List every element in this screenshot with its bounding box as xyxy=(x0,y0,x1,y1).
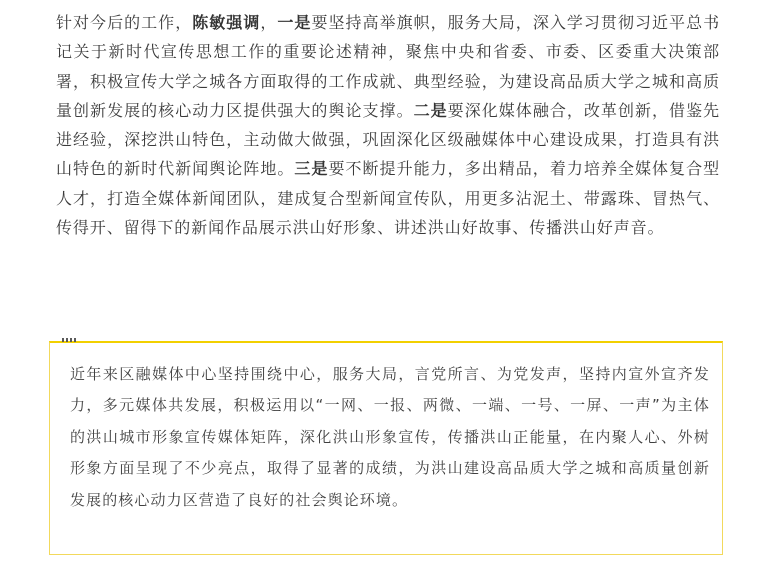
point-1-label: 一是 xyxy=(277,13,312,32)
quote-mark-icon xyxy=(62,338,80,344)
speaker-emphasis: 陈敏强调 xyxy=(192,13,261,32)
point-3-text: 要不断提升能力，多出精品，着力培养全媒体复合型人才，打造全媒体新闻团队，建成复合型新闻宣传队，用更多沾泥土、带露珠、冒热气、传得开、留得下的新闻作品展示洪山好形象、讲述洪山好故事、传播洪山好声音。 xyxy=(56,159,720,238)
point-2-text: 要深化媒体融合，改革创新，借鉴先进经验，深挖洪山特色，主动做大做强，巩固深化区级融媒体中心建设成果，打造具有洪山特色的新时代新闻舆论阵地。 xyxy=(56,100,720,179)
point-2-label: 二是 xyxy=(413,100,448,120)
point-1-text: 要坚持高举旗帜，服务大局，深入学习贯彻习近平总书记关于新时代宣传思想工作的重要论述精神，聚焦中央和省委、市委、区委重大决策部署，积极宣传大学之城各方面取得的工作成就、典型经验，为建设高品质大学之城和高质量创新发展的核心动力区提供强大的舆论支撑。 xyxy=(56,13,720,120)
quote-text: 近年来区融媒体中心坚持围绕中心，服务大局，言党所言、为党发声，坚持内宣外宣齐发力，多元媒体共发展，积极运用以“一网、一报、两微、一端、一号、一屏、一声”为主体的洪山城市形象宣传媒体矩阵，深化洪山形象宣传，传播洪山正能量，在内聚人心、外树形象方面呈现了不少亮点，取得了显著的成绩，为洪山建设高品质大学之城和高质量创新发展的核心动力区营造了良好的社会舆论环境。 xyxy=(70,365,710,509)
para-intro: 针对今后的工作， xyxy=(56,13,193,32)
para-separator: ， xyxy=(260,13,278,32)
quote-box xyxy=(49,341,723,555)
article-paragraph xyxy=(56,8,720,242)
point-3-label: 三是 xyxy=(294,159,329,179)
